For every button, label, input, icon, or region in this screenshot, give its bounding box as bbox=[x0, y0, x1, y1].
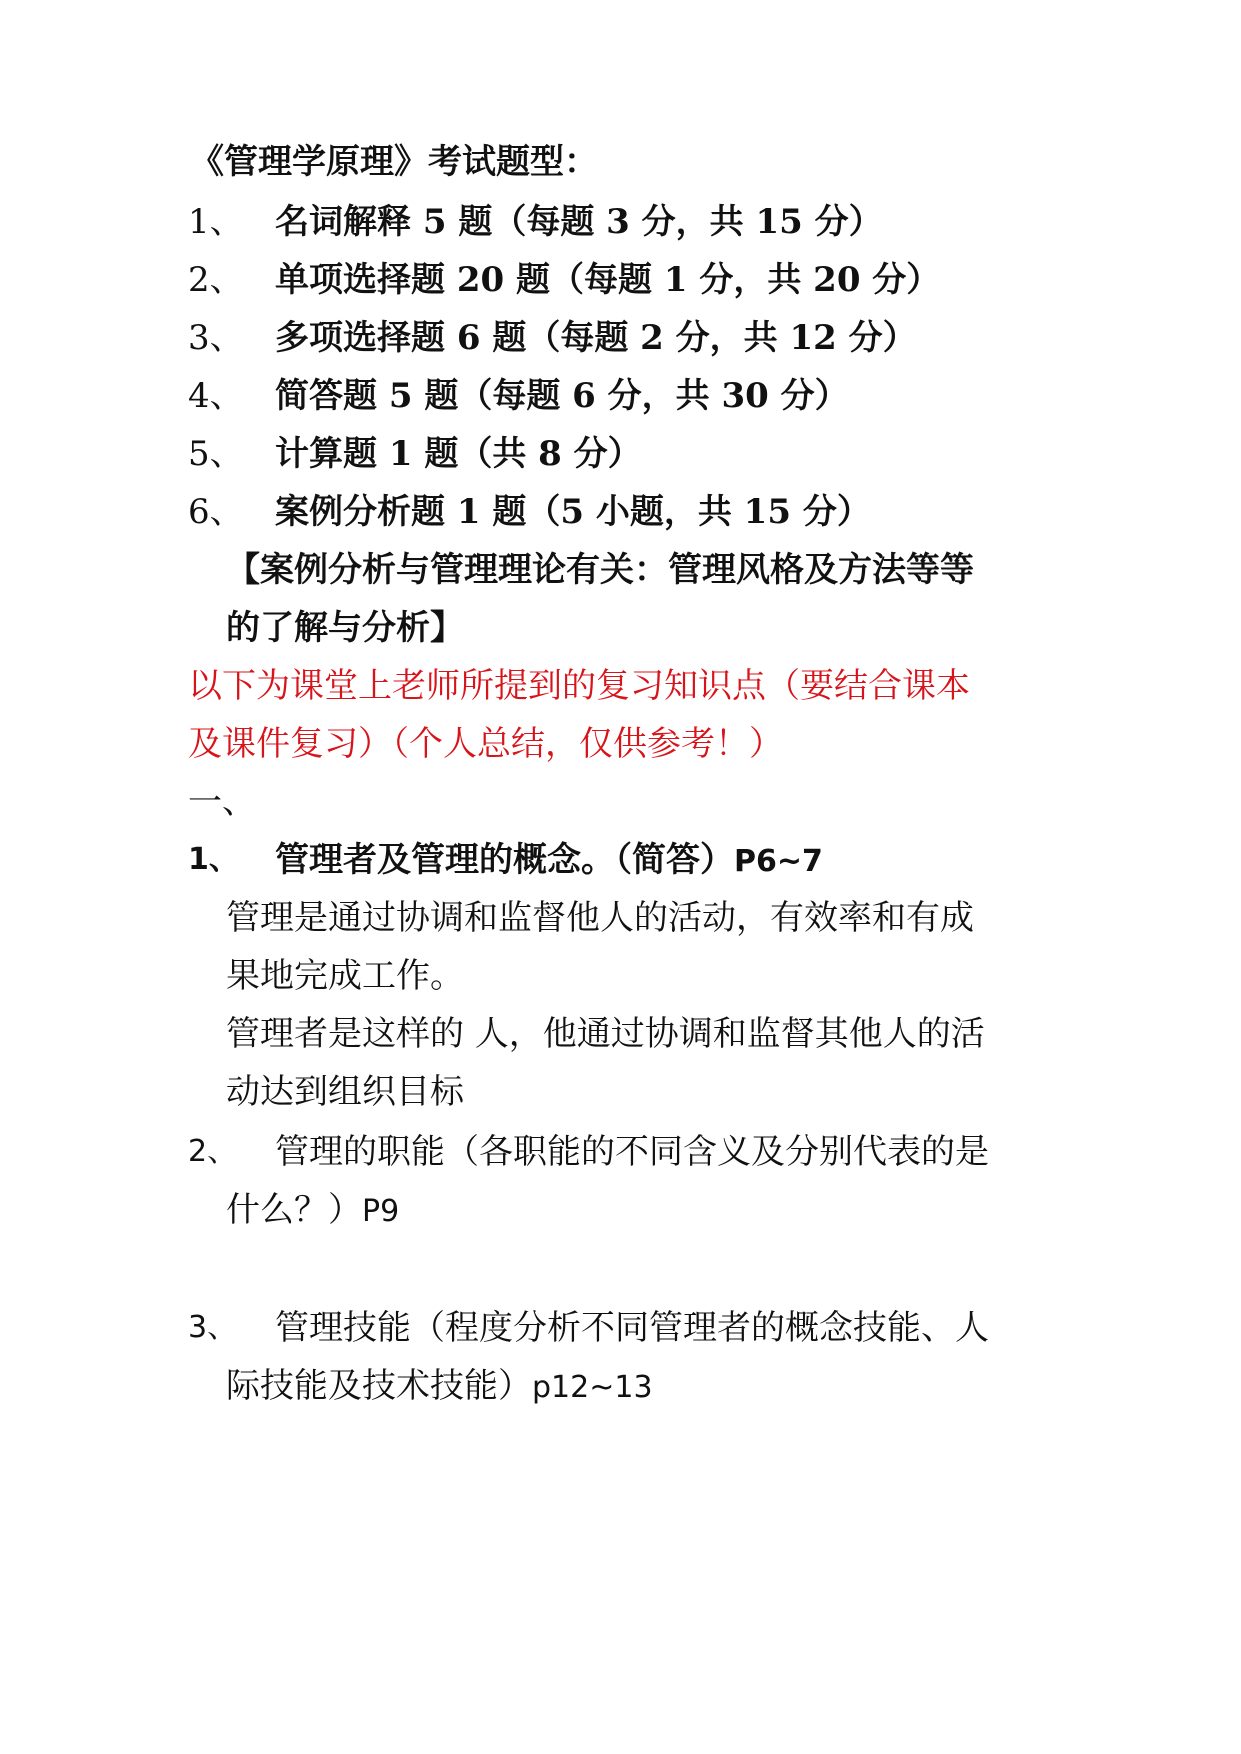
item-title-continued bbox=[226, 1364, 653, 1410]
exam-type-number: 1、 bbox=[188, 202, 244, 242]
item-title: 管理者及管理的概念。（简答） bbox=[275, 840, 734, 880]
exam-type-text: 简答题 5 题（每题 6 分，共 30 分） bbox=[275, 376, 849, 416]
item-title: 管理技能（程度分析不同管理者的概念技能、人 bbox=[275, 1308, 989, 1348]
case-note-line: 的了解与分析】 bbox=[226, 608, 464, 648]
review-note-line: 以下为课堂上老师所提到的复习知识点（要结合课本 bbox=[188, 666, 970, 706]
page-reference: P9 bbox=[362, 1194, 400, 1229]
item-number: 1、 bbox=[188, 842, 239, 877]
item-body-line: 管理者是这样的 人，他通过协调和监督其他人的活 bbox=[226, 1014, 985, 1054]
item-title-continued bbox=[226, 1188, 399, 1234]
item-title-cont: 际技能及技术技能） bbox=[226, 1366, 532, 1406]
page-reference: P6~7 bbox=[734, 844, 823, 879]
item-title-line bbox=[275, 838, 823, 884]
exam-type-number: 4、 bbox=[188, 376, 244, 416]
item-number: 3、 bbox=[188, 1310, 238, 1345]
exam-type-text: 计算题 1 题（共 8 分） bbox=[275, 434, 642, 474]
exam-type-text: 案例分析题 1 题（5 小题，共 15 分） bbox=[275, 492, 871, 532]
item-body-line: 动达到组织目标 bbox=[226, 1072, 464, 1112]
item-body-line: 果地完成工作。 bbox=[226, 956, 464, 996]
exam-type-text: 名词解释 5 题（每题 3 分，共 15 分） bbox=[275, 202, 883, 242]
case-note-line: 【案例分析与管理理论有关：管理风格及方法等等 bbox=[226, 550, 974, 590]
item-title-cont: 什么？） bbox=[226, 1190, 362, 1230]
exam-type-text: 多项选择题 6 题（每题 2 分，共 12 分） bbox=[275, 318, 917, 358]
item-number: 2、 bbox=[188, 1134, 238, 1169]
exam-type-text: 单项选择题 20 题（每题 1 分，共 20 分） bbox=[275, 260, 941, 300]
item-body-line: 管理是通过协调和监督他人的活动，有效率和有成 bbox=[226, 898, 974, 938]
exam-type-number: 2、 bbox=[188, 260, 244, 300]
page-reference: p12~13 bbox=[532, 1370, 653, 1405]
section-heading: 一、 bbox=[188, 782, 256, 822]
exam-type-number: 5、 bbox=[188, 434, 244, 474]
item-title: 管理的职能（各职能的不同含义及分别代表的是 bbox=[275, 1132, 989, 1172]
exam-type-number: 3、 bbox=[188, 318, 244, 358]
exam-type-number: 6、 bbox=[188, 492, 244, 532]
document-title: 《管理学原理》考试题型： bbox=[190, 142, 598, 182]
review-note-line: 及课件复习）（个人总结，仅供参考！） bbox=[188, 724, 783, 764]
